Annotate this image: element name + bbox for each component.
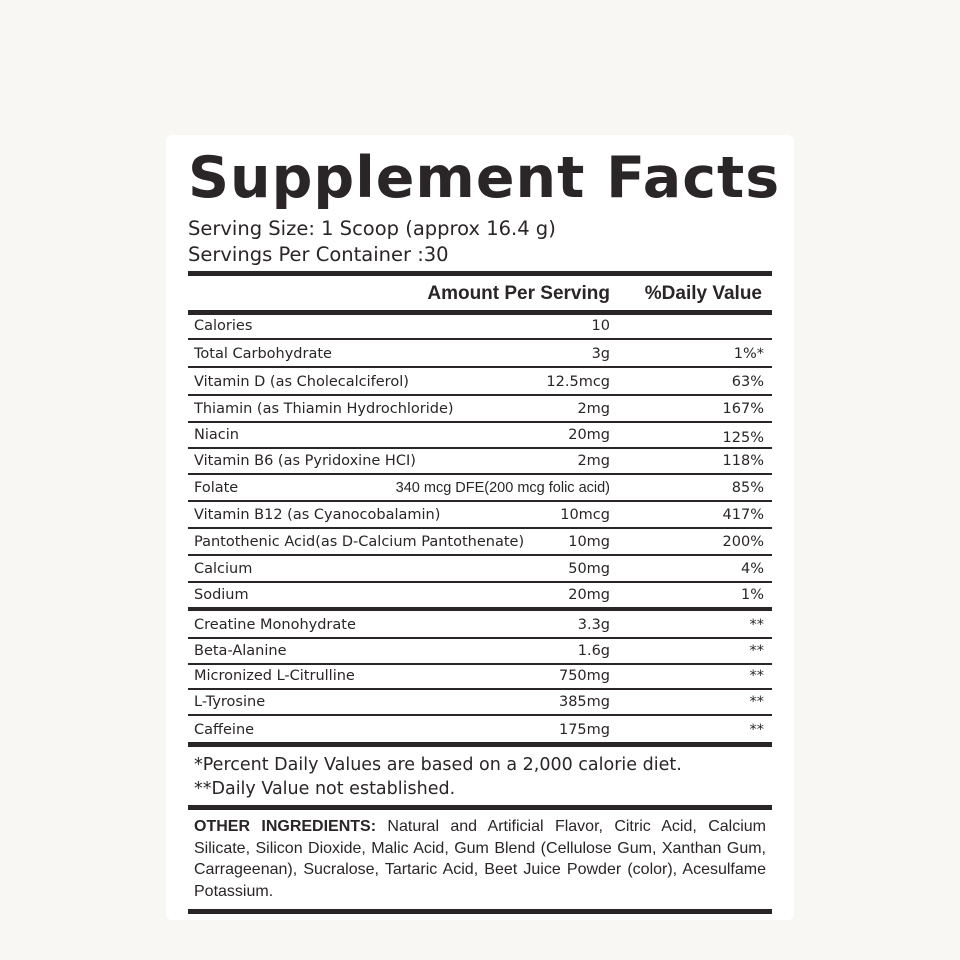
ingredient-daily-value: **	[749, 694, 764, 710]
table-row	[188, 529, 772, 556]
nutrient-amount: 10mcg	[560, 507, 610, 523]
table-row	[188, 315, 772, 340]
percent-daily-footnote: *Percent Daily Values are based on a 2,000 calorie diet.	[194, 755, 682, 775]
other-ingredients	[188, 810, 766, 909]
ingredient-name: Caffeine	[194, 722, 255, 738]
nutrient-daily-value: 4%	[740, 561, 764, 577]
table-row	[188, 368, 772, 396]
nutrient-daily-value: 125%	[722, 430, 764, 446]
table-row	[188, 716, 772, 742]
serving-size: Serving Size: 1 Scoop (approx 16.4 g)	[188, 217, 556, 240]
table-row	[188, 556, 772, 583]
nutrient-daily-value: 1%	[740, 587, 764, 603]
nutrient-amount: 10mg	[568, 534, 610, 550]
nutrient-name: Vitamin B12 (as Cyanocobalamin)	[194, 507, 441, 523]
nutrient-name: Calories	[194, 318, 253, 334]
ingredient-amount: 385mg	[558, 694, 610, 710]
table-row	[188, 340, 772, 368]
nutrient-name: Total Carbohydrate	[194, 346, 332, 362]
nutrient-daily-value: 85%	[731, 480, 764, 496]
ingredient-name: Creatine Monohydrate	[194, 617, 356, 633]
table-row	[188, 502, 772, 529]
table-row	[188, 583, 772, 611]
ingredient-daily-value: **	[749, 668, 764, 684]
nutrient-amount: 3g	[591, 346, 610, 362]
ingredient-name: Micronized L-Citrulline	[194, 668, 355, 684]
nutrient-amount: 20mg	[568, 587, 610, 603]
nutrient-amount: 10	[591, 318, 610, 334]
nutrient-daily-value: 63%	[731, 374, 764, 390]
table-row	[188, 690, 772, 716]
label-title: Supplement Facts	[188, 145, 781, 211]
nutrient-name: Folate	[194, 480, 239, 496]
table-row	[188, 475, 772, 502]
column-header	[188, 276, 772, 310]
table-row	[188, 449, 772, 475]
nutrient-name: Niacin	[194, 427, 239, 443]
ingredient-amount: 175mg	[558, 722, 610, 738]
not-established-footnote: **Daily Value not established.	[194, 779, 456, 799]
ingredient-name: L-Tyrosine	[194, 694, 266, 710]
nutrient-amount: 2mg	[577, 401, 610, 417]
nutrient-name: Sodium	[194, 587, 249, 603]
nutrient-daily-value: 118%	[722, 453, 764, 469]
bottom-rule	[188, 909, 772, 914]
nutrient-amount: 50mg	[568, 561, 610, 577]
other-ingredients-label: OTHER INGREDIENTS:	[194, 818, 377, 835]
nutrient-daily-value: 1%*	[733, 346, 764, 362]
nutrient-table	[188, 315, 772, 742]
nutrient-amount: 2mg	[577, 453, 610, 469]
table-row	[188, 611, 772, 639]
amount-header: Amount Per Serving	[427, 283, 610, 304]
nutrient-amount: 20mg	[568, 427, 610, 443]
nutrient-name: Vitamin B6 (as Pyridoxine HCI)	[194, 453, 416, 469]
daily-value-header: %Daily Value	[644, 283, 762, 304]
ingredient-amount: 750mg	[558, 668, 610, 684]
nutrient-name: Thiamin (as Thiamin Hydrochloride)	[194, 401, 454, 417]
table-row	[188, 396, 772, 423]
footnotes	[188, 747, 772, 805]
nutrient-daily-value: 167%	[722, 401, 764, 417]
ingredient-daily-value: **	[749, 617, 764, 633]
nutrient-amount: 340 mcg DFE(200 mcg folic acid)	[395, 480, 610, 496]
nutrient-name: Pantothenic Acid(as D-Calcium Pantothenate)	[194, 534, 525, 550]
ingredient-daily-value: **	[749, 643, 764, 659]
ingredient-daily-value: **	[749, 722, 764, 738]
other-ingredients-text: Natural and Artificial Flavor, Citric Acid, Calcium Silicate, Silicon Dioxide, Malic Acid, Gum Blend (Cellulose Gum, Xanthan Gum, Carrageenan), Sucralose, Tartaric Acid, Beet Juice Powder (color), Acesulfame Potassium.	[194, 818, 766, 900]
ingredient-amount: 3.3g	[577, 617, 610, 633]
nutrient-daily-value: 200%	[722, 534, 764, 550]
table-row	[188, 639, 772, 665]
table-row	[188, 665, 772, 690]
nutrient-daily-value: 417%	[722, 507, 764, 523]
nutrient-name: Vitamin D (as Cholecalciferol)	[194, 374, 409, 390]
nutrient-amount: 12.5mcg	[546, 374, 610, 390]
servings-per-container: Servings Per Container :30	[188, 243, 449, 266]
ingredient-amount: 1.6g	[577, 643, 610, 659]
nutrient-name: Calcium	[194, 561, 253, 577]
ingredient-name: Beta-Alanine	[194, 643, 287, 659]
table-row	[188, 423, 772, 449]
supplement-facts-label	[188, 140, 781, 914]
